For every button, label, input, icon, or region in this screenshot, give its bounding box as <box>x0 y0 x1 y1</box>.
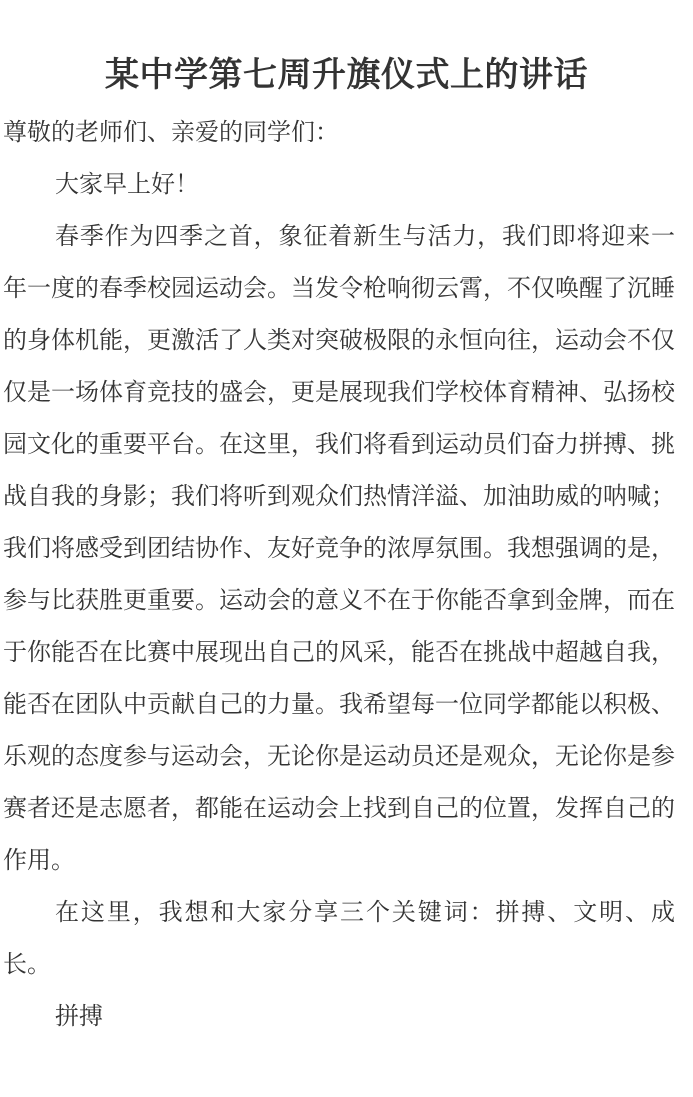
salutation: 尊敬的老师们、亲爱的同学们： <box>3 118 339 146</box>
page-title: 某中学第七周升旗仪式上的讲话 <box>105 54 588 95</box>
body-paragraph: 在这里，我想和大家分享三个关键词：拼搏、文明、成长。 <box>3 898 675 978</box>
greeting: 大家早上好！ <box>55 170 199 198</box>
body-paragraph: 春季作为四季之首，象征着新生与活力，我们即将迎来一年一度的春季校园运动会。当发令枪响彻云霄，不仅唤醒了沉睡的身体机能，更激活了人类对突破极限的永恒向往，运动会不仅仅是一场体育竞技的盛会，更是展现我们学校体育精神、弘扬校园文化的重要平台。在这里，我们将看到运动员们奋力拼搏、挑战自我的身影；我们将听到观众们热情洋溢、加油助威的呐喊；我们将感受到团结协作、友好竞争的浓厚氛围。我想强调的是，参与比获胜更重要。运动会的意义不在于你能否拿到金牌，而在于你能否在比赛中展现出自己的风采，能否在挑战中超越自我，能否在团队中贡献自己的力量。我希望每一位同学都能以积极、乐观的态度参与运动会，无论你是运动员还是观众，无论你是参赛者还是志愿者，都能在运动会上找到自己的位置，发挥自己的作用。 <box>3 222 675 874</box>
article-body <box>3 106 675 1042</box>
section-heading: 拼搏 <box>55 1002 103 1030</box>
